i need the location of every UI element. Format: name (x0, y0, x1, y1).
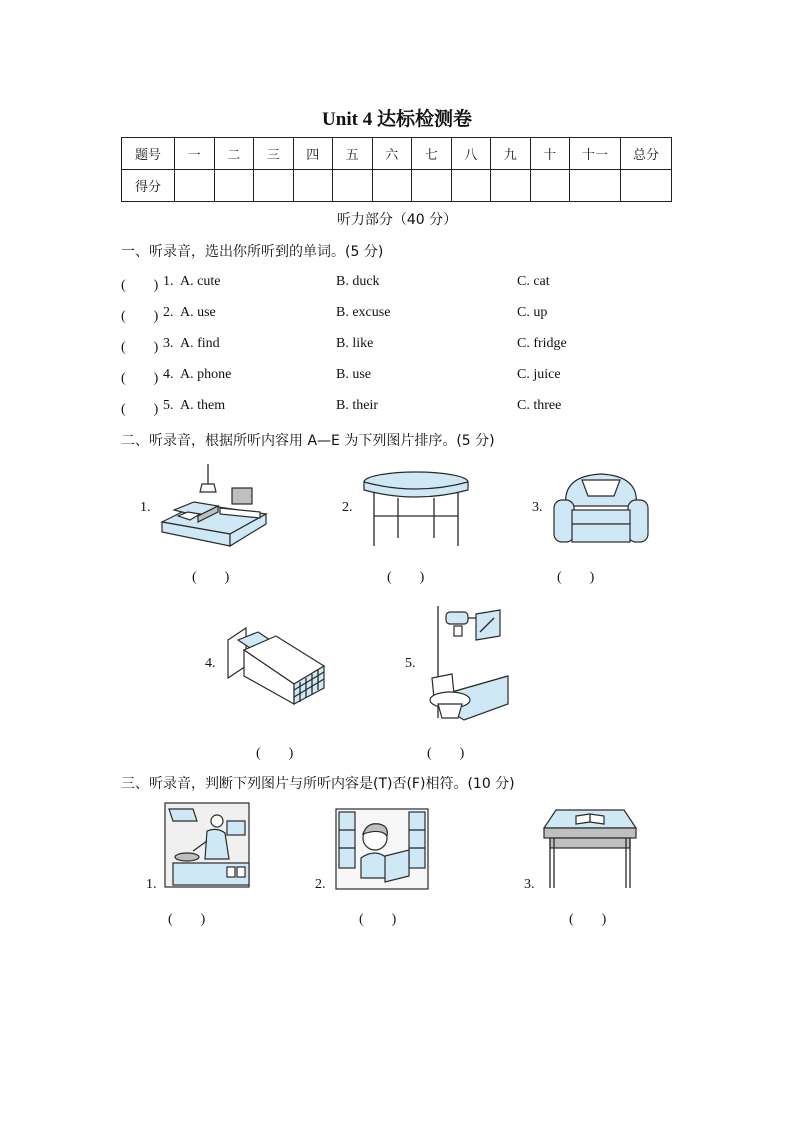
score-cell[interactable] (621, 170, 672, 202)
question-number: 5. (163, 398, 174, 413)
question-number: 2. (163, 305, 174, 320)
option-b: B. duck (336, 274, 380, 289)
answer-blank[interactable]: ( ) (427, 746, 465, 761)
score-header-cell: 五 (333, 138, 373, 170)
option-a: A. find (180, 336, 220, 351)
score-cell[interactable] (412, 170, 452, 202)
score-header-cell: 三 (254, 138, 294, 170)
option-c: C. three (517, 398, 562, 413)
living-room-icon (158, 462, 270, 550)
score-cell[interactable] (254, 170, 294, 202)
score-table-score-row (122, 170, 672, 202)
option-c: C. juice (517, 367, 561, 382)
answer-blank[interactable]: ( ) (121, 371, 159, 386)
option-a: A. use (180, 305, 216, 320)
picture-number: 1. (140, 500, 151, 515)
score-header-cell: 总分 (621, 138, 672, 170)
picture-number: 2. (315, 877, 326, 892)
score-cell[interactable] (491, 170, 531, 202)
picture-number: 4. (205, 656, 216, 671)
picture-number: 3. (532, 500, 543, 515)
option-a: A. cute (180, 274, 221, 289)
answer-blank[interactable]: ( ) (121, 402, 159, 417)
question-number: 1. (163, 274, 174, 289)
score-cell[interactable] (372, 170, 412, 202)
option-b: B. use (336, 367, 371, 382)
answer-blank[interactable]: ( ) (121, 309, 159, 324)
score-header-cell: 八 (451, 138, 491, 170)
score-cell[interactable] (333, 170, 373, 202)
desk-with-book-icon (542, 804, 638, 890)
picture-number: 2. (342, 500, 353, 515)
score-header-cell: 一 (175, 138, 215, 170)
answer-blank[interactable]: ( ) (256, 746, 294, 761)
section1-title: 一、听录音，选出你所听到的单词。(5 分) (121, 244, 384, 260)
round-table-icon (360, 470, 472, 550)
option-c: C. up (517, 305, 548, 320)
score-header-cell: 题号 (122, 138, 175, 170)
page-title: Unit 4 达标检测卷 (322, 109, 472, 130)
section2-title: 二、听录音，根据所听内容用 A—E 为下列图片排序。(5 分) (121, 433, 495, 449)
option-b: B. their (336, 398, 378, 413)
score-cell[interactable] (451, 170, 491, 202)
score-cell[interactable] (570, 170, 621, 202)
question-number: 3. (163, 336, 174, 351)
score-cell[interactable] (175, 170, 215, 202)
bathroom-icon (424, 604, 510, 722)
answer-blank[interactable]: ( ) (557, 570, 595, 585)
option-c: C. fridge (517, 336, 567, 351)
man-cooking-icon (163, 801, 251, 889)
score-table-header-row (122, 138, 672, 170)
score-row-label: 得分 (122, 170, 175, 202)
picture-number: 5. (405, 656, 416, 671)
score-header-cell: 六 (372, 138, 412, 170)
section3-title: 三、听录音，判断下列图片与所听内容是(T)否(F)相符。(10 分) (121, 776, 515, 792)
answer-blank[interactable]: ( ) (121, 340, 159, 355)
option-a: A. phone (180, 367, 232, 382)
score-header-cell: 九 (491, 138, 531, 170)
question-number: 4. (163, 367, 174, 382)
answer-blank[interactable]: ( ) (192, 570, 230, 585)
score-header-cell: 十 (530, 138, 570, 170)
listening-heading: 听力部分（40 分） (336, 212, 458, 228)
score-header-cell: 七 (412, 138, 452, 170)
option-b: B. like (336, 336, 374, 351)
score-header-cell: 四 (293, 138, 333, 170)
answer-blank[interactable]: ( ) (121, 278, 159, 293)
picture-number: 3. (524, 877, 535, 892)
answer-blank[interactable]: ( ) (387, 570, 425, 585)
answer-blank[interactable]: ( ) (168, 912, 206, 927)
option-c: C. cat (517, 274, 550, 289)
score-header-cell: 二 (214, 138, 254, 170)
bed-icon (224, 626, 330, 708)
score-cell[interactable] (530, 170, 570, 202)
answer-blank[interactable]: ( ) (359, 912, 397, 927)
answer-blank[interactable]: ( ) (569, 912, 607, 927)
option-a: A. them (180, 398, 226, 413)
score-cell[interactable] (214, 170, 254, 202)
score-table (121, 137, 672, 202)
boy-reading-icon (335, 808, 429, 890)
score-cell[interactable] (293, 170, 333, 202)
option-b: B. excuse (336, 305, 391, 320)
score-header-cell: 十一 (570, 138, 621, 170)
sofa-icon (552, 470, 650, 548)
picture-number: 1. (146, 877, 157, 892)
